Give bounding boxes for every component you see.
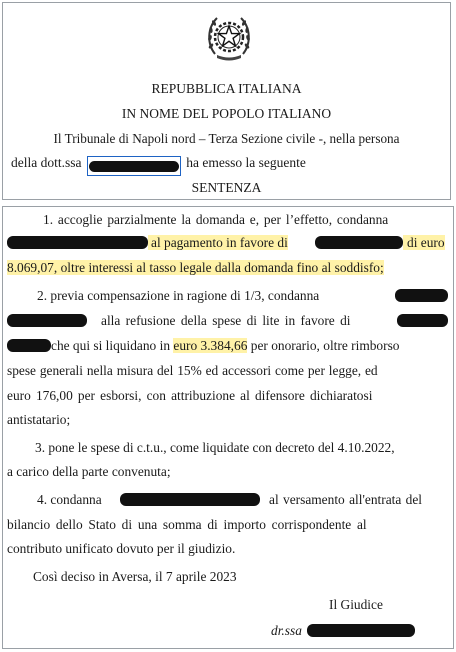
- text-segment: antistatario;: [7, 412, 71, 427]
- judge-signature-line: [271, 623, 415, 639]
- ruling-line: [7, 259, 384, 277]
- text-segment: bilancio dello Stato di una somma di importo corrispondente al: [7, 517, 367, 532]
- redacted-party: [7, 339, 51, 352]
- redacted-party: [315, 236, 403, 249]
- ruling-line: [7, 411, 70, 429]
- closing-line: [33, 568, 237, 586]
- italian-republic-emblem-icon: [205, 10, 253, 62]
- redacted-party: [120, 493, 260, 506]
- redacted-party: [395, 289, 448, 302]
- redacted-judge-name: [89, 161, 179, 172]
- ruling-line: [315, 234, 445, 252]
- redacted-judge-name: [307, 624, 415, 637]
- redacted-selection[interactable]: [87, 156, 181, 176]
- header-line-sentence: SENTENZA: [191, 180, 262, 195]
- redacted-party: [397, 314, 448, 327]
- text-segment: alla refusione della spese di lite in favore di: [101, 313, 351, 328]
- judge-title: Il Giudice: [329, 597, 383, 612]
- ruling-line: [7, 516, 367, 534]
- text-segment: euro 176,00 per esborsi, con attribuzione al difensore dichiaratosi: [7, 388, 373, 403]
- ruling-line: [35, 439, 395, 457]
- text-segment: al versamento all'entrata del: [269, 492, 423, 507]
- highlighted-text: euro 3.384,66: [173, 338, 248, 353]
- judge-prefix-text: della dott.ssa: [11, 155, 82, 170]
- ruling-line: [7, 312, 87, 330]
- ruling-line: [37, 287, 319, 305]
- ruling-line: [7, 540, 235, 558]
- text-segment: 3. pone le spese di c.t.u., come liquidate con decreto del 4.10.2022,: [35, 440, 395, 455]
- header-line-people: IN NOME DEL POPOLO ITALIANO: [121, 106, 332, 121]
- ruling-panel: [2, 206, 454, 649]
- redacted-party: [7, 236, 148, 249]
- ruling-line: [37, 491, 102, 509]
- text-segment: 1. accoglie parzialmente la domanda e, per l’effetto, condanna: [43, 212, 389, 227]
- text-segment: spese generali nella misura del 15% ed accessori come per legge, ed: [7, 363, 378, 378]
- judge-name-prefix: dr.ssa: [271, 623, 302, 638]
- text-segment: a carico della parte convenuta;: [7, 464, 171, 479]
- ruling-line: [101, 312, 351, 330]
- ruling-line: [7, 463, 171, 481]
- closing-text: Così deciso in Aversa, il 7 aprile 2023: [33, 569, 237, 584]
- text-segment: 4. condanna: [37, 492, 102, 507]
- header-line-court: Il Tribunale di Napoli nord – Terza Sezione civile -, nella persona: [53, 131, 400, 146]
- header-panel: [2, 2, 451, 200]
- header-line-republic: REPUBBLICA ITALIANA: [151, 81, 302, 96]
- ruling-line: [7, 234, 288, 252]
- ruling-line: [7, 362, 378, 380]
- header-line-judge: [11, 155, 306, 176]
- ruling-line: [43, 211, 445, 229]
- text-segment: 2. previa compensazione in ragione di 1/3, condanna: [37, 288, 320, 303]
- highlighted-text: 8.069,07, oltre interessi al tasso legale dalla domanda fino al soddisfo;: [7, 260, 384, 275]
- highlighted-text: al pagamento in favore di: [148, 235, 288, 250]
- text-segment: che qui si liquidano in: [51, 338, 171, 353]
- text-segment: per onorario, oltre rimborso: [250, 338, 400, 353]
- judge-suffix-text: ha emesso la seguente: [186, 155, 306, 170]
- redacted-party: [7, 314, 87, 327]
- ruling-line: [269, 491, 422, 509]
- text-segment: contributo unificato dovuto per il giudizio.: [7, 541, 236, 556]
- ruling-line: [7, 387, 372, 405]
- ruling-line: [7, 337, 400, 355]
- highlighted-text: di euro: [403, 235, 445, 250]
